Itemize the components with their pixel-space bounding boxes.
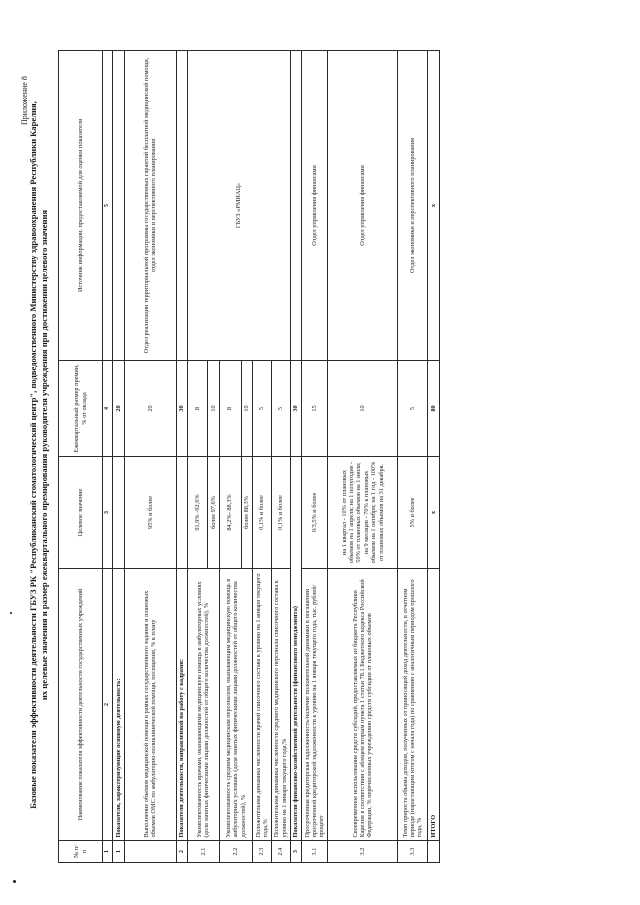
bonus-value: 5: [398, 361, 428, 457]
indicator-text: Положительная динамика численности врачей списочного состава к уровню на 1 января текущего года,%: [253, 569, 272, 841]
target-value: 5% и более: [398, 457, 428, 569]
target-value: 0/3,5% и более: [302, 457, 328, 569]
title-line-1: Базовые показатели эффективности деятельности ГБУЗ РК "Республиканский стоматологический центр", подведомственного Министерству здравоохранения Республики Карелия,: [28, 101, 38, 809]
header-row: [59, 51, 103, 863]
total-source: х: [428, 51, 439, 361]
section-row-2: [176, 51, 187, 863]
section-bonus: 30: [176, 361, 187, 457]
total-target: х: [428, 457, 439, 569]
header-num: № п/п: [59, 841, 103, 863]
appendix-label: Приложение 8: [20, 76, 29, 125]
target-value: 91,9% -92,6%: [188, 457, 208, 569]
bonus-value: 10: [241, 361, 252, 457]
indicator-text: Просроченная кредиторская задолженность/наличие положительной динамики в погашении просроченной кредиторской задолженности к уровню на 1 января текущего года, тыс. рублей/процент: [302, 569, 328, 841]
indicator-text: Положительная динамика численности среднего медицинского персонала списочного состава к уровню на 1 января текущего года,%: [271, 569, 290, 841]
column-number: 4: [103, 361, 113, 457]
indicator-text: Укомплектованность врачами, оказывающими медицинскую помощь в амбулаторных условиях (доля занятых физическими лицами должностей от общего количества должностей), %: [188, 569, 219, 841]
bonus-value: 10: [328, 361, 398, 457]
section-title: Показатели финансово-хозяйственной деятельности (финансового менеджмента): [290, 457, 301, 841]
section-number: 3: [290, 841, 301, 863]
source-text: Отдел экономики и перспективного планирования: [398, 51, 428, 361]
table-row: [328, 51, 398, 863]
indicator-text: Укомплектованность средним медицинским персоналом, оказывающим медицинскую помощь в амбулаторных условиях (доля занятых физическими лицами должностей от общего количества должностей), %: [219, 569, 252, 841]
header-indicator: Наименование показателя эффективности деятельности государственных учреждений: [59, 569, 103, 841]
section-row-3: [290, 51, 301, 863]
target-value: 95% и более: [124, 457, 176, 569]
target-value: более 97,6%: [208, 457, 219, 569]
row-number: 2.2: [219, 841, 252, 863]
bonus-value: 15: [302, 361, 328, 457]
row-number: 3.2: [328, 841, 398, 863]
source-text: Отдел реализации территориальной программы государственных гарантий бесплатной медицинской помощи, отдел экономики и перспективного планирования: [124, 51, 176, 361]
header-source: Источник информации, предоставляемой для оценки показателя: [59, 51, 103, 361]
bonus-value: 5: [271, 361, 290, 457]
row-number: 3.3: [398, 841, 428, 863]
bonus-value: 8: [188, 361, 208, 457]
row-number: 2.4: [271, 841, 290, 863]
section-bonus: 20: [113, 361, 124, 457]
column-number: 3: [103, 457, 113, 569]
target-value: 0,1% и более: [271, 457, 290, 569]
target-value: 0,1% и более: [253, 457, 272, 569]
section-number: 2: [176, 841, 187, 863]
bonus-value: 10: [208, 361, 219, 457]
indicators-table: [58, 50, 440, 863]
bonus-value: 8: [219, 361, 241, 457]
title-line-2: их целевые значения и размер ежеквартального премирования руководителя учреждения при достижении целевого значения: [39, 209, 49, 701]
landscape-document-page: [18, 43, 608, 883]
target-value: на 1 квартал - 10% от плановых объемов на 1 апреля; на 1 полугодие - 50% от плановых объемов на 1 июля; на 9 месяцев - 70% к плановых объемов на 1 октября; на 1 год - 100% от плановых объемов на 31 декабря.: [328, 457, 398, 569]
header-target: Целевое значение: [59, 457, 103, 569]
target-value: более 88,3%: [241, 457, 252, 569]
table-row: [124, 51, 176, 863]
total-label: ИТОГО: [428, 569, 439, 841]
column-number: 5: [103, 51, 113, 361]
source-text: ГБУЗ «РМИАЦ»: [188, 51, 290, 361]
bonus-value: 20: [124, 361, 176, 457]
bonus-value: 5: [253, 361, 272, 457]
row-number: 2.3: [253, 841, 272, 863]
section-number: 1: [113, 841, 124, 863]
total-row: [428, 51, 439, 863]
column-number-row: [103, 51, 113, 863]
target-value: 84,2%- 88,3%: [219, 457, 241, 569]
table-row: [188, 51, 208, 863]
source-text: Отдел управления финансами: [328, 51, 398, 361]
section-row-1: [113, 51, 124, 863]
table-row: [398, 51, 428, 863]
header-bonus: Ежеквартальный размер премии, % от оклада: [59, 361, 103, 457]
section-bonus: 30: [290, 361, 301, 457]
table-row: [302, 51, 328, 863]
total-bonus: 80: [428, 361, 439, 457]
row-number: 3.1: [302, 841, 328, 863]
column-number: 2: [103, 569, 113, 841]
section-title: Показатели, характеризующие основную деятельность:: [113, 569, 124, 841]
source-text: Отдел управления финансами: [302, 51, 328, 361]
row-number: 2.1: [188, 841, 219, 863]
indicator-text: Выполнение объемов медицинской помощи в рамках государственного задания и плановых объемов ОМС по амбулаторно-поликлинической помощи, посещения, % к плану: [124, 569, 176, 841]
indicator-text: Темп прироста объема доходов, полученных от приносящей доход деятельности, в отчетном периоде (нарастающим итогом с начала года) по сравнению с аналогичным периодом прошлого года, %: [398, 569, 428, 841]
indicator-text: Своевременное использование средств субсидий, предоставляемых из бюджета Республики Карелия в соответствии с абзацем вторым пункта 1 статьи 78.1 Бюджетного кодекса Российской Федерации, % перечисленных учреждению средств субсидии от плановых объемов: [328, 569, 398, 841]
scan-speck: [13, 880, 16, 883]
scan-speck: [10, 612, 12, 614]
section-title: Показатели деятельности, направленной на работу с кадрами:: [176, 569, 187, 841]
document-title: [28, 75, 50, 835]
column-number: 1: [103, 841, 113, 863]
